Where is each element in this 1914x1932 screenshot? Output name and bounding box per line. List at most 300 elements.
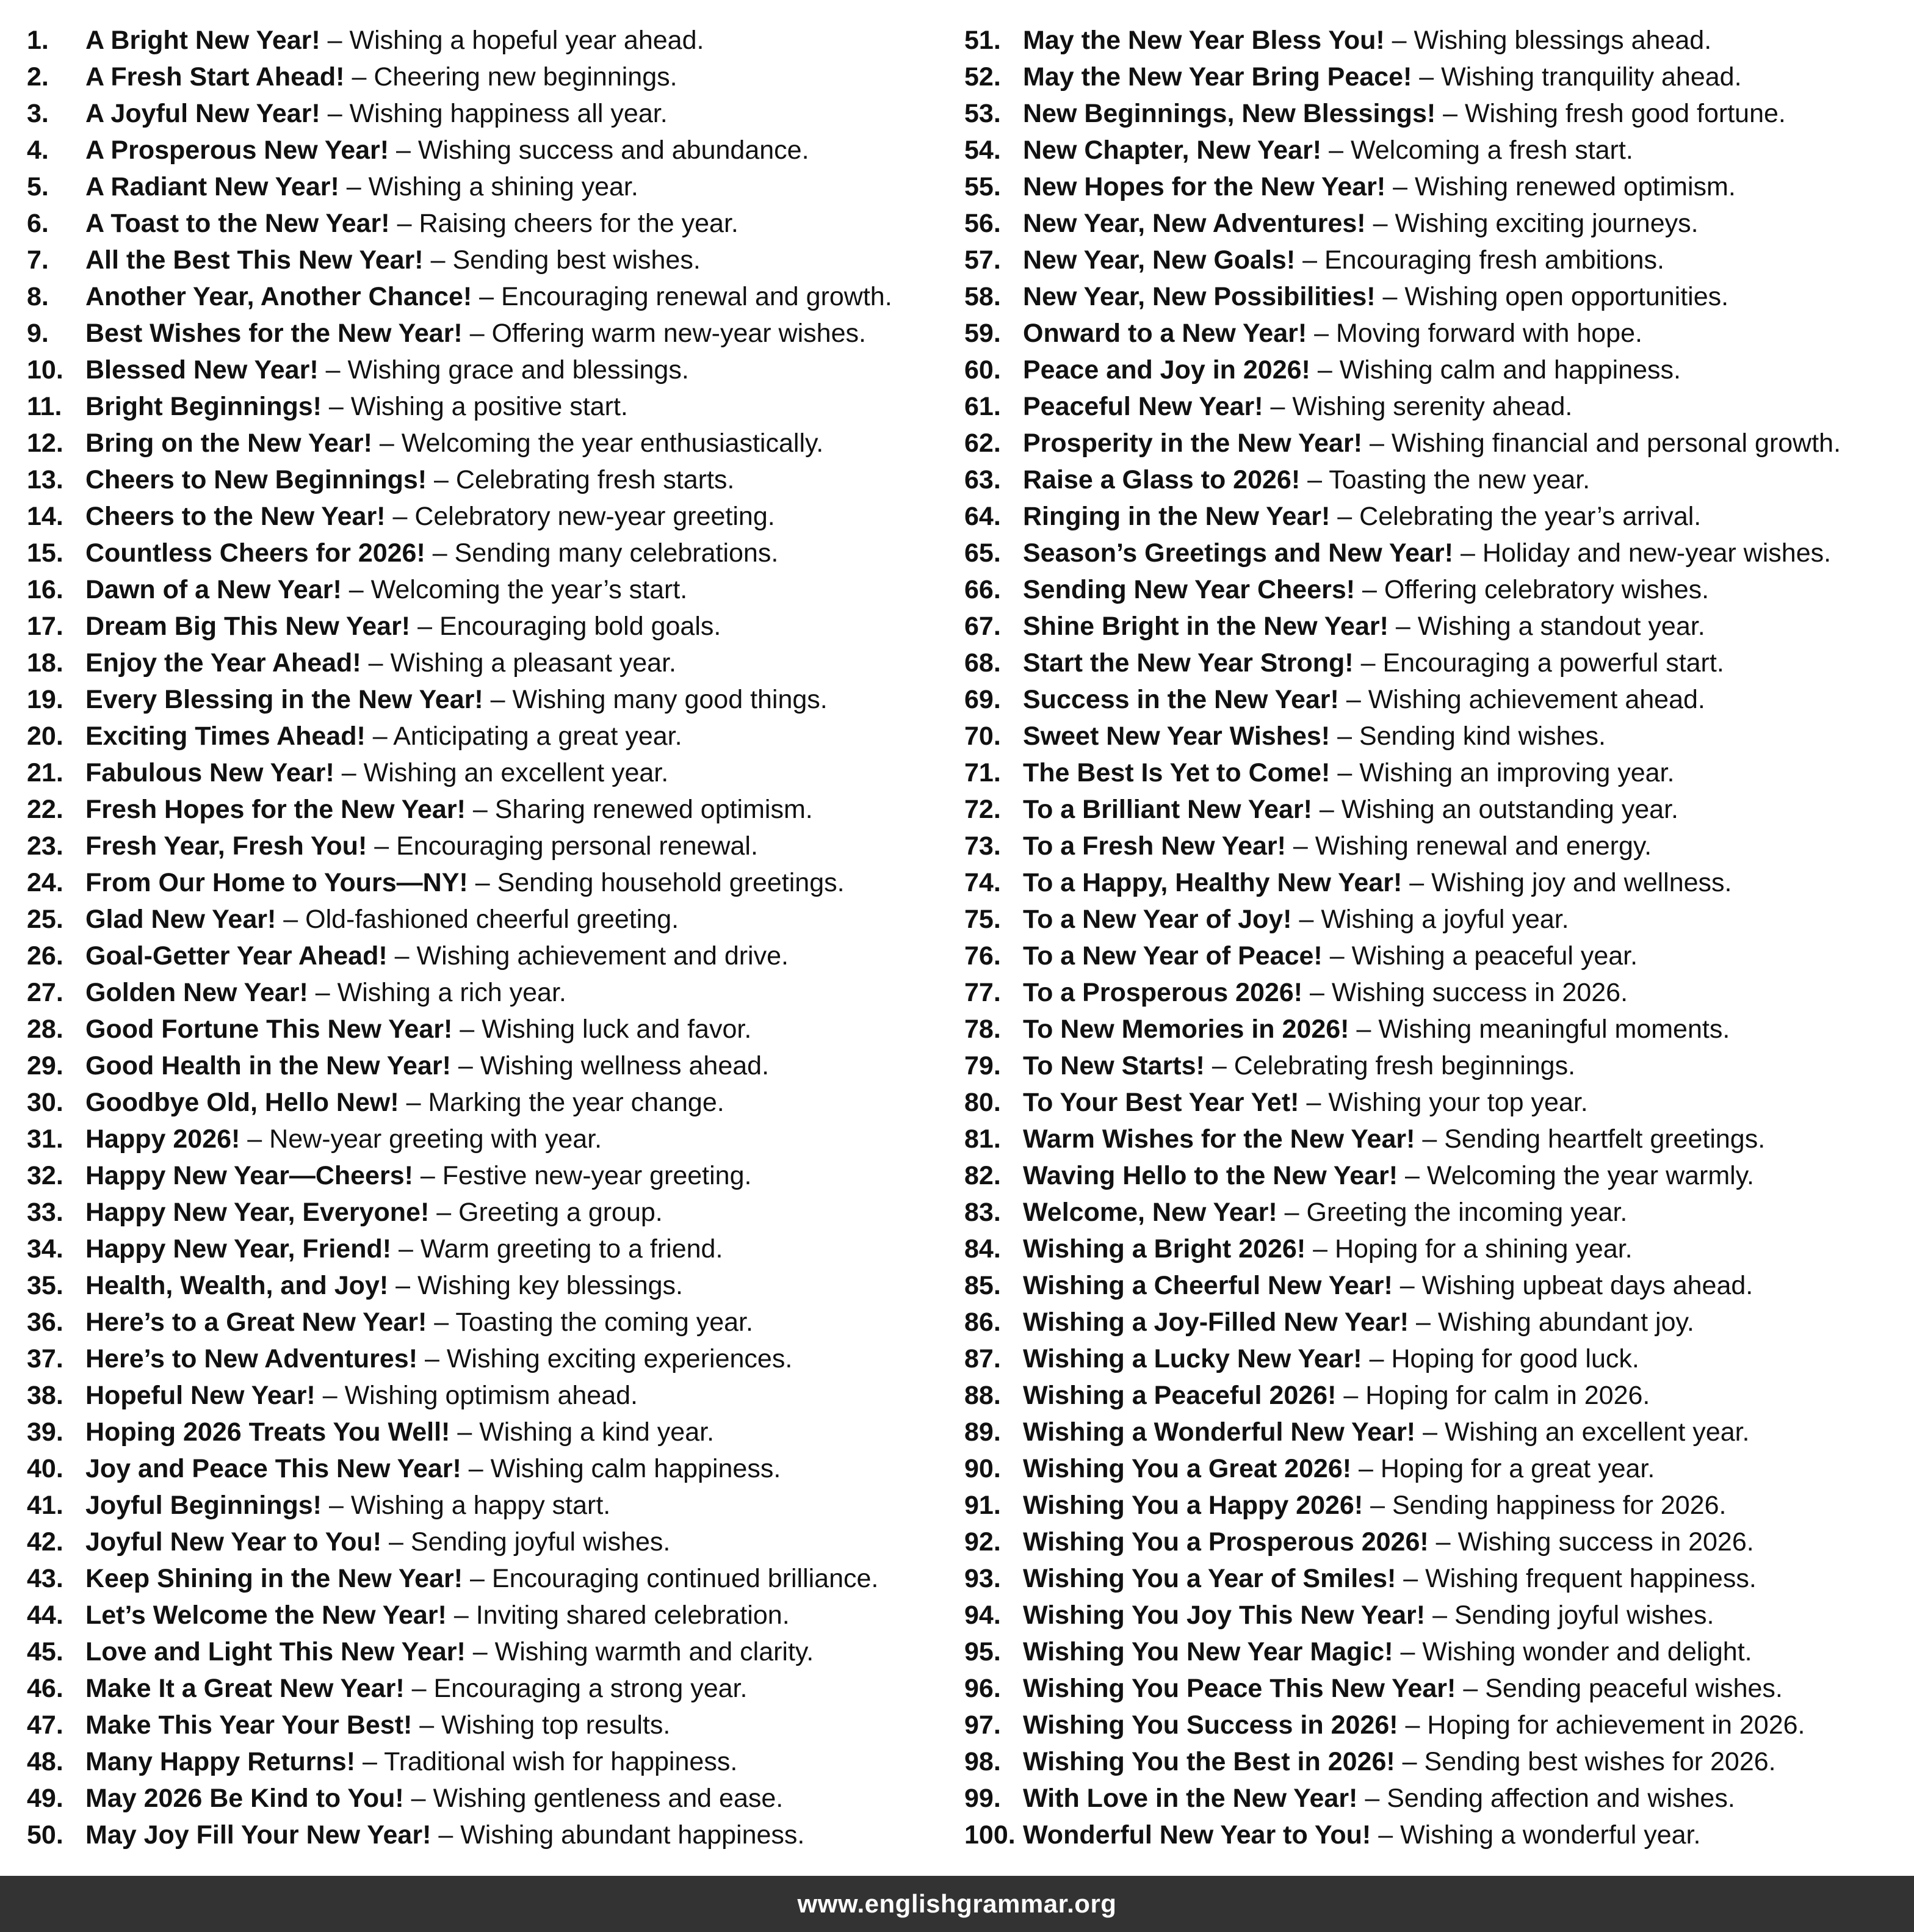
item-text (1023, 681, 1705, 718)
item-description: Wishing abundant joy. (1437, 1308, 1694, 1337)
item-number: 87. (964, 1344, 1001, 1373)
item-description: Welcoming the year’s start. (370, 575, 688, 604)
list-item (27, 938, 955, 974)
item-description: Hoping for a great year. (1380, 1454, 1655, 1483)
list-item (27, 645, 955, 681)
item-description: Wishing a kind year. (479, 1417, 715, 1447)
list-item (964, 205, 1914, 242)
item-description: Sending happiness for 2026. (1392, 1491, 1727, 1520)
item-separator: – (469, 319, 485, 348)
list-item (964, 352, 1914, 388)
item-number: 1. (27, 26, 49, 55)
item-title: Love and Light This New Year! (85, 1637, 466, 1666)
list-item (27, 95, 955, 132)
item-title: Ringing in the New Year! (1023, 502, 1331, 531)
item-separator: – (1346, 685, 1361, 714)
item-number: 90. (964, 1454, 1001, 1483)
item-title: Wishing You New Year Magic! (1023, 1637, 1393, 1666)
item-separator: – (1337, 722, 1352, 751)
list-item (964, 168, 1914, 205)
item-description: Wishing financial and personal growth. (1391, 429, 1841, 458)
list-item (27, 1304, 955, 1340)
item-description: Wishing renewal and energy. (1315, 831, 1652, 861)
list-item (964, 1340, 1914, 1377)
list-item (964, 1560, 1914, 1597)
item-title: Fresh Hopes for the New Year! (85, 795, 466, 824)
list-item (27, 1524, 955, 1560)
list-item (964, 1450, 1914, 1487)
list-item (27, 1231, 955, 1267)
item-separator: – (1270, 392, 1285, 421)
item-number: 18. (27, 648, 63, 678)
item-title: To New Memories in 2026! (1023, 1015, 1349, 1044)
item-separator: – (1314, 319, 1329, 348)
list-item (27, 974, 955, 1011)
item-title: Happy New Year, Friend! (85, 1234, 392, 1264)
item-title: Bring on the New Year! (85, 429, 372, 458)
item-text (1023, 974, 1628, 1011)
list-item (964, 535, 1914, 571)
item-text (1023, 1670, 1783, 1707)
item-title: New Beginnings, New Blessings! (1023, 99, 1436, 128)
item-description: Hoping for a shining year. (1334, 1234, 1633, 1264)
item-separator: – (1359, 1454, 1373, 1483)
list-item (964, 425, 1914, 461)
right-column (964, 22, 1914, 1853)
item-title: Goal-Getter Year Ahead! (85, 941, 388, 971)
item-text (1023, 1414, 1750, 1450)
item-title: Keep Shining in the New Year! (85, 1564, 463, 1593)
item-description: Wishing an outstanding year. (1341, 795, 1678, 824)
item-number: 17. (27, 612, 63, 641)
item-separator: – (1329, 136, 1343, 165)
item-title: New Year, New Possibilities! (1023, 282, 1376, 311)
item-text (1023, 315, 1642, 352)
item-number: 88. (964, 1381, 1001, 1410)
item-text (1023, 754, 1674, 791)
item-number: 25. (27, 905, 63, 934)
item-description: Celebrating fresh beginnings. (1233, 1051, 1576, 1080)
item-title: Glad New Year! (85, 905, 276, 934)
item-text (85, 1670, 747, 1707)
item-description: Sending joyful wishes. (410, 1527, 671, 1557)
item-title: Enjoy the Year Ahead! (85, 648, 361, 678)
item-title: Happy 2026! (85, 1124, 240, 1154)
item-description: Inviting shared celebration. (475, 1601, 790, 1630)
item-title: All the Best This New Year! (85, 245, 424, 275)
list-item (27, 608, 955, 645)
item-separator: – (460, 1015, 475, 1044)
list-item (27, 1487, 955, 1524)
item-separator: – (374, 831, 389, 861)
item-number: 6. (27, 209, 49, 238)
list-item (964, 461, 1914, 498)
item-description: Wishing a positive start. (350, 392, 628, 421)
item-separator: – (396, 136, 411, 165)
list-item (964, 132, 1914, 168)
list-item (964, 791, 1914, 828)
list-item (964, 1487, 1914, 1524)
item-number: 100. (964, 1820, 1016, 1850)
item-text (85, 754, 668, 791)
item-separator: – (327, 99, 342, 128)
list-item (964, 1194, 1914, 1231)
list-item (27, 1267, 955, 1304)
item-number: 51. (964, 26, 1001, 55)
item-title: Best Wishes for the New Year! (85, 319, 463, 348)
item-number: 35. (27, 1271, 63, 1300)
item-separator: – (247, 1124, 262, 1154)
item-title: Goodbye Old, Hello New! (85, 1088, 399, 1117)
item-title: Season’s Greetings and New Year! (1023, 538, 1454, 568)
item-title: Onward to a New Year! (1023, 319, 1307, 348)
item-description: Sending household greetings. (497, 868, 845, 897)
item-separator: – (327, 26, 342, 55)
list-item (27, 828, 955, 864)
item-title: Blessed New Year! (85, 355, 319, 385)
item-separator: – (352, 62, 367, 92)
list-item (27, 1817, 955, 1853)
list-item (964, 1121, 1914, 1157)
item-number: 92. (964, 1527, 1001, 1557)
item-text (85, 681, 828, 718)
item-text (1023, 608, 1705, 645)
item-title: Dawn of a New Year! (85, 575, 342, 604)
item-number: 61. (964, 392, 1001, 421)
list-item (964, 1231, 1914, 1267)
list-item (27, 791, 955, 828)
item-description: Wishing top results. (441, 1710, 671, 1740)
item-number: 52. (964, 62, 1001, 92)
item-text (85, 1047, 769, 1084)
list-item (27, 571, 955, 608)
item-number: 76. (964, 941, 1001, 971)
item-text (85, 22, 704, 59)
item-title: Wishing a Bright 2026! (1023, 1234, 1306, 1264)
item-text (1023, 22, 1711, 59)
item-text (1023, 59, 1742, 95)
item-description: Wishing grace and blessings. (347, 355, 689, 385)
item-separator: – (325, 355, 341, 385)
item-separator: – (1436, 1527, 1451, 1557)
item-separator: – (1337, 758, 1352, 787)
item-text (1023, 1121, 1765, 1157)
item-description: Welcoming the year enthusiastically. (401, 429, 824, 458)
item-number: 11. (27, 392, 62, 421)
item-description: Celebrating fresh starts. (455, 465, 735, 494)
item-description: Wishing wellness ahead. (480, 1051, 770, 1080)
item-description: Toasting the new year. (1329, 465, 1591, 494)
item-description: Wishing an improving year. (1359, 758, 1675, 787)
item-title: Cheers to the New Year! (85, 502, 386, 531)
item-number: 27. (27, 978, 63, 1007)
item-number: 57. (964, 245, 1001, 275)
item-description: Wishing success in 2026. (1457, 1527, 1754, 1557)
item-text (85, 1707, 670, 1743)
item-text (85, 1011, 751, 1047)
item-title: A Bright New Year! (85, 26, 320, 55)
list-item (27, 535, 955, 571)
item-description: Marking the year change. (428, 1088, 724, 1117)
list-item (964, 571, 1914, 608)
item-title: Good Health in the New Year! (85, 1051, 451, 1080)
item-number: 97. (964, 1710, 1001, 1740)
item-title: Prosperity in the New Year! (1023, 429, 1363, 458)
list-item (27, 1377, 955, 1414)
item-text (1023, 1047, 1575, 1084)
item-description: Wishing calm happiness. (490, 1454, 781, 1483)
item-separator: – (1423, 1417, 1438, 1447)
item-separator: – (479, 282, 494, 311)
item-text (1023, 1450, 1655, 1487)
item-number: 40. (27, 1454, 63, 1483)
item-title: Wishing a Peaceful 2026! (1023, 1381, 1337, 1410)
item-title: A Radiant New Year! (85, 172, 339, 201)
item-title: To a Happy, Healthy New Year! (1023, 868, 1403, 897)
item-text (1023, 791, 1678, 828)
list-item (27, 1450, 955, 1487)
item-title: Sending New Year Cheers! (1023, 575, 1356, 604)
item-separator: – (457, 1417, 472, 1447)
list-item (27, 1157, 955, 1194)
item-text (1023, 535, 1831, 571)
item-description: Wishing renewed optimism. (1415, 172, 1736, 201)
item-description: Old-fashioned cheerful greeting. (305, 905, 679, 934)
item-number: 23. (27, 831, 63, 861)
item-separator: – (419, 1710, 435, 1740)
item-text (85, 1743, 737, 1780)
item-title: Wonderful New Year to You! (1023, 1820, 1371, 1850)
item-description: Warm greeting to a friend. (420, 1234, 723, 1264)
item-text (1023, 388, 1572, 425)
list-item (27, 901, 955, 938)
item-separator: – (1422, 1124, 1437, 1154)
item-description: Raising cheers for the year. (419, 209, 739, 238)
item-text (1023, 1194, 1627, 1231)
item-description: Wishing an excellent year. (363, 758, 669, 787)
list-item (964, 974, 1914, 1011)
item-number: 82. (964, 1161, 1001, 1190)
item-text (1023, 1780, 1735, 1817)
list-item (27, 1634, 955, 1670)
item-separator: – (1393, 172, 1408, 201)
item-number: 80. (964, 1088, 1001, 1117)
item-description: Welcoming the year warmly. (1426, 1161, 1754, 1190)
list-item (964, 278, 1914, 315)
item-number: 37. (27, 1344, 63, 1373)
item-description: Wishing wonder and delight. (1422, 1637, 1752, 1666)
item-number: 2. (27, 62, 49, 92)
item-separator: – (394, 941, 410, 971)
item-separator: – (1399, 1271, 1415, 1300)
item-text (85, 95, 668, 132)
item-title: Peace and Joy in 2026! (1023, 355, 1310, 385)
item-separator: – (1362, 575, 1377, 604)
item-separator: – (1416, 1308, 1431, 1337)
list-item (27, 1560, 955, 1597)
item-text (85, 901, 679, 938)
item-description: Cheering new beginnings. (374, 62, 677, 92)
footer-bar (0, 1876, 1914, 1932)
list-item (27, 1047, 955, 1084)
item-separator: – (397, 209, 412, 238)
item-text (1023, 1084, 1588, 1121)
footer-website[interactable]: www.englishgrammar.org (797, 1889, 1117, 1918)
item-description: Encouraging a powerful start. (1382, 648, 1724, 678)
item-separator: – (1392, 26, 1407, 55)
item-text (1023, 718, 1606, 754)
item-separator: – (1313, 1234, 1328, 1264)
item-title: Hopeful New Year! (85, 1381, 316, 1410)
item-description: Wishing a peaceful year. (1351, 941, 1638, 971)
item-text (1023, 1304, 1694, 1340)
list-item (964, 1304, 1914, 1340)
item-text (1023, 425, 1841, 461)
list-item (27, 22, 955, 59)
item-title: Cheers to New Beginnings! (85, 465, 427, 494)
item-title: Welcome, New Year! (1023, 1198, 1277, 1227)
item-text (1023, 278, 1728, 315)
item-title: New Year, New Adventures! (1023, 209, 1366, 238)
list-item (964, 1377, 1914, 1414)
item-separator: – (1365, 1784, 1380, 1813)
item-separator: – (411, 1784, 426, 1813)
item-title: New Hopes for the New Year! (1023, 172, 1386, 201)
list-item (27, 498, 955, 535)
list-item (27, 242, 955, 278)
item-title: With Love in the New Year! (1023, 1784, 1358, 1813)
list-item (964, 388, 1914, 425)
item-separator: – (372, 722, 388, 751)
item-separator: – (1343, 1381, 1359, 1410)
item-number: 14. (27, 502, 63, 531)
item-number: 20. (27, 722, 63, 751)
item-description: Moving forward with hope. (1336, 319, 1642, 348)
item-description: Wishing key blessings. (417, 1271, 683, 1300)
item-text (85, 718, 682, 754)
item-description: Wishing warmth and clarity. (494, 1637, 814, 1666)
item-text (1023, 1487, 1726, 1524)
item-description: Sending best wishes. (452, 245, 701, 275)
item-description: Wishing tranquility ahead. (1441, 62, 1742, 92)
item-number: 33. (27, 1198, 63, 1227)
item-text (85, 1414, 714, 1450)
item-title: To New Starts! (1023, 1051, 1205, 1080)
item-description: Wishing achievement and drive. (416, 941, 789, 971)
list-item (964, 95, 1914, 132)
item-separator: – (1293, 831, 1308, 861)
item-title: Good Fortune This New Year! (85, 1015, 453, 1044)
item-text (1023, 352, 1681, 388)
item-text (85, 278, 892, 315)
list-item (964, 828, 1914, 864)
item-text (85, 315, 866, 352)
item-number: 85. (964, 1271, 1001, 1300)
item-number: 99. (964, 1784, 1001, 1813)
item-description: Sending affection and wishes. (1387, 1784, 1735, 1813)
item-description: Wishing a joyful year. (1321, 905, 1569, 934)
list-item (964, 1011, 1914, 1047)
list-item (27, 1194, 955, 1231)
item-number: 47. (27, 1710, 63, 1740)
item-description: Wishing a rich year. (337, 978, 566, 1007)
item-number: 36. (27, 1308, 63, 1337)
item-number: 75. (964, 905, 1001, 934)
item-description: Wishing serenity ahead. (1292, 392, 1573, 421)
list-item (27, 461, 955, 498)
item-separator: – (315, 978, 330, 1007)
item-text (1023, 1340, 1639, 1377)
item-description: Sending peaceful wishes. (1485, 1674, 1783, 1703)
item-text (85, 1597, 790, 1634)
item-separator: – (417, 612, 432, 641)
item-text (1023, 864, 1732, 901)
list-item (964, 864, 1914, 901)
item-separator: – (453, 1601, 469, 1630)
item-title: Countless Cheers for 2026! (85, 538, 425, 568)
item-number: 70. (964, 722, 1001, 751)
list-item (27, 315, 955, 352)
item-text (85, 645, 676, 681)
list-item (964, 754, 1914, 791)
item-number: 19. (27, 685, 63, 714)
item-number: 29. (27, 1051, 63, 1080)
item-title: Wishing You a Happy 2026! (1023, 1491, 1363, 1520)
item-number: 66. (964, 575, 1001, 604)
item-title: Waving Hello to the New Year! (1023, 1161, 1398, 1190)
item-text (1023, 901, 1569, 938)
list-item (27, 205, 955, 242)
item-separator: – (1409, 868, 1425, 897)
item-separator: – (1402, 1747, 1417, 1776)
item-title: Success in the New Year! (1023, 685, 1339, 714)
item-text (1023, 132, 1633, 168)
item-separator: – (1299, 905, 1314, 934)
item-description: Greeting a group. (458, 1198, 663, 1227)
item-number: 34. (27, 1234, 63, 1264)
item-separator: – (472, 1637, 488, 1666)
item-text (85, 608, 721, 645)
item-title: Let’s Welcome the New Year! (85, 1601, 447, 1630)
list-item (964, 1047, 1914, 1084)
item-text (85, 1231, 723, 1267)
item-text (1023, 571, 1709, 608)
item-separator: – (1356, 1015, 1371, 1044)
item-number: 54. (964, 136, 1001, 165)
item-separator: – (1337, 502, 1352, 531)
item-description: Wishing meaningful moments. (1378, 1015, 1730, 1044)
item-description: Wishing joy and wellness. (1431, 868, 1732, 897)
item-title: Joyful Beginnings! (85, 1491, 322, 1520)
item-description: Festive new-year greeting. (442, 1161, 752, 1190)
item-separator: – (436, 1198, 452, 1227)
item-description: Wishing frequent happiness. (1425, 1564, 1757, 1593)
item-number: 53. (964, 99, 1001, 128)
item-description: Wishing fresh good fortune. (1465, 99, 1786, 128)
item-number: 65. (964, 538, 1001, 568)
item-separator: – (399, 1234, 413, 1264)
item-number: 43. (27, 1564, 63, 1593)
item-number: 79. (964, 1051, 1001, 1080)
item-description: Wishing exciting journeys. (1395, 209, 1699, 238)
item-separator: – (1329, 941, 1345, 971)
list-item (964, 1267, 1914, 1304)
item-title: May the New Year Bring Peace! (1023, 62, 1412, 92)
item-separator: – (1463, 1674, 1478, 1703)
item-title: Joyful New Year to You! (85, 1527, 382, 1557)
item-text (85, 132, 809, 168)
item-text (1023, 1743, 1776, 1780)
